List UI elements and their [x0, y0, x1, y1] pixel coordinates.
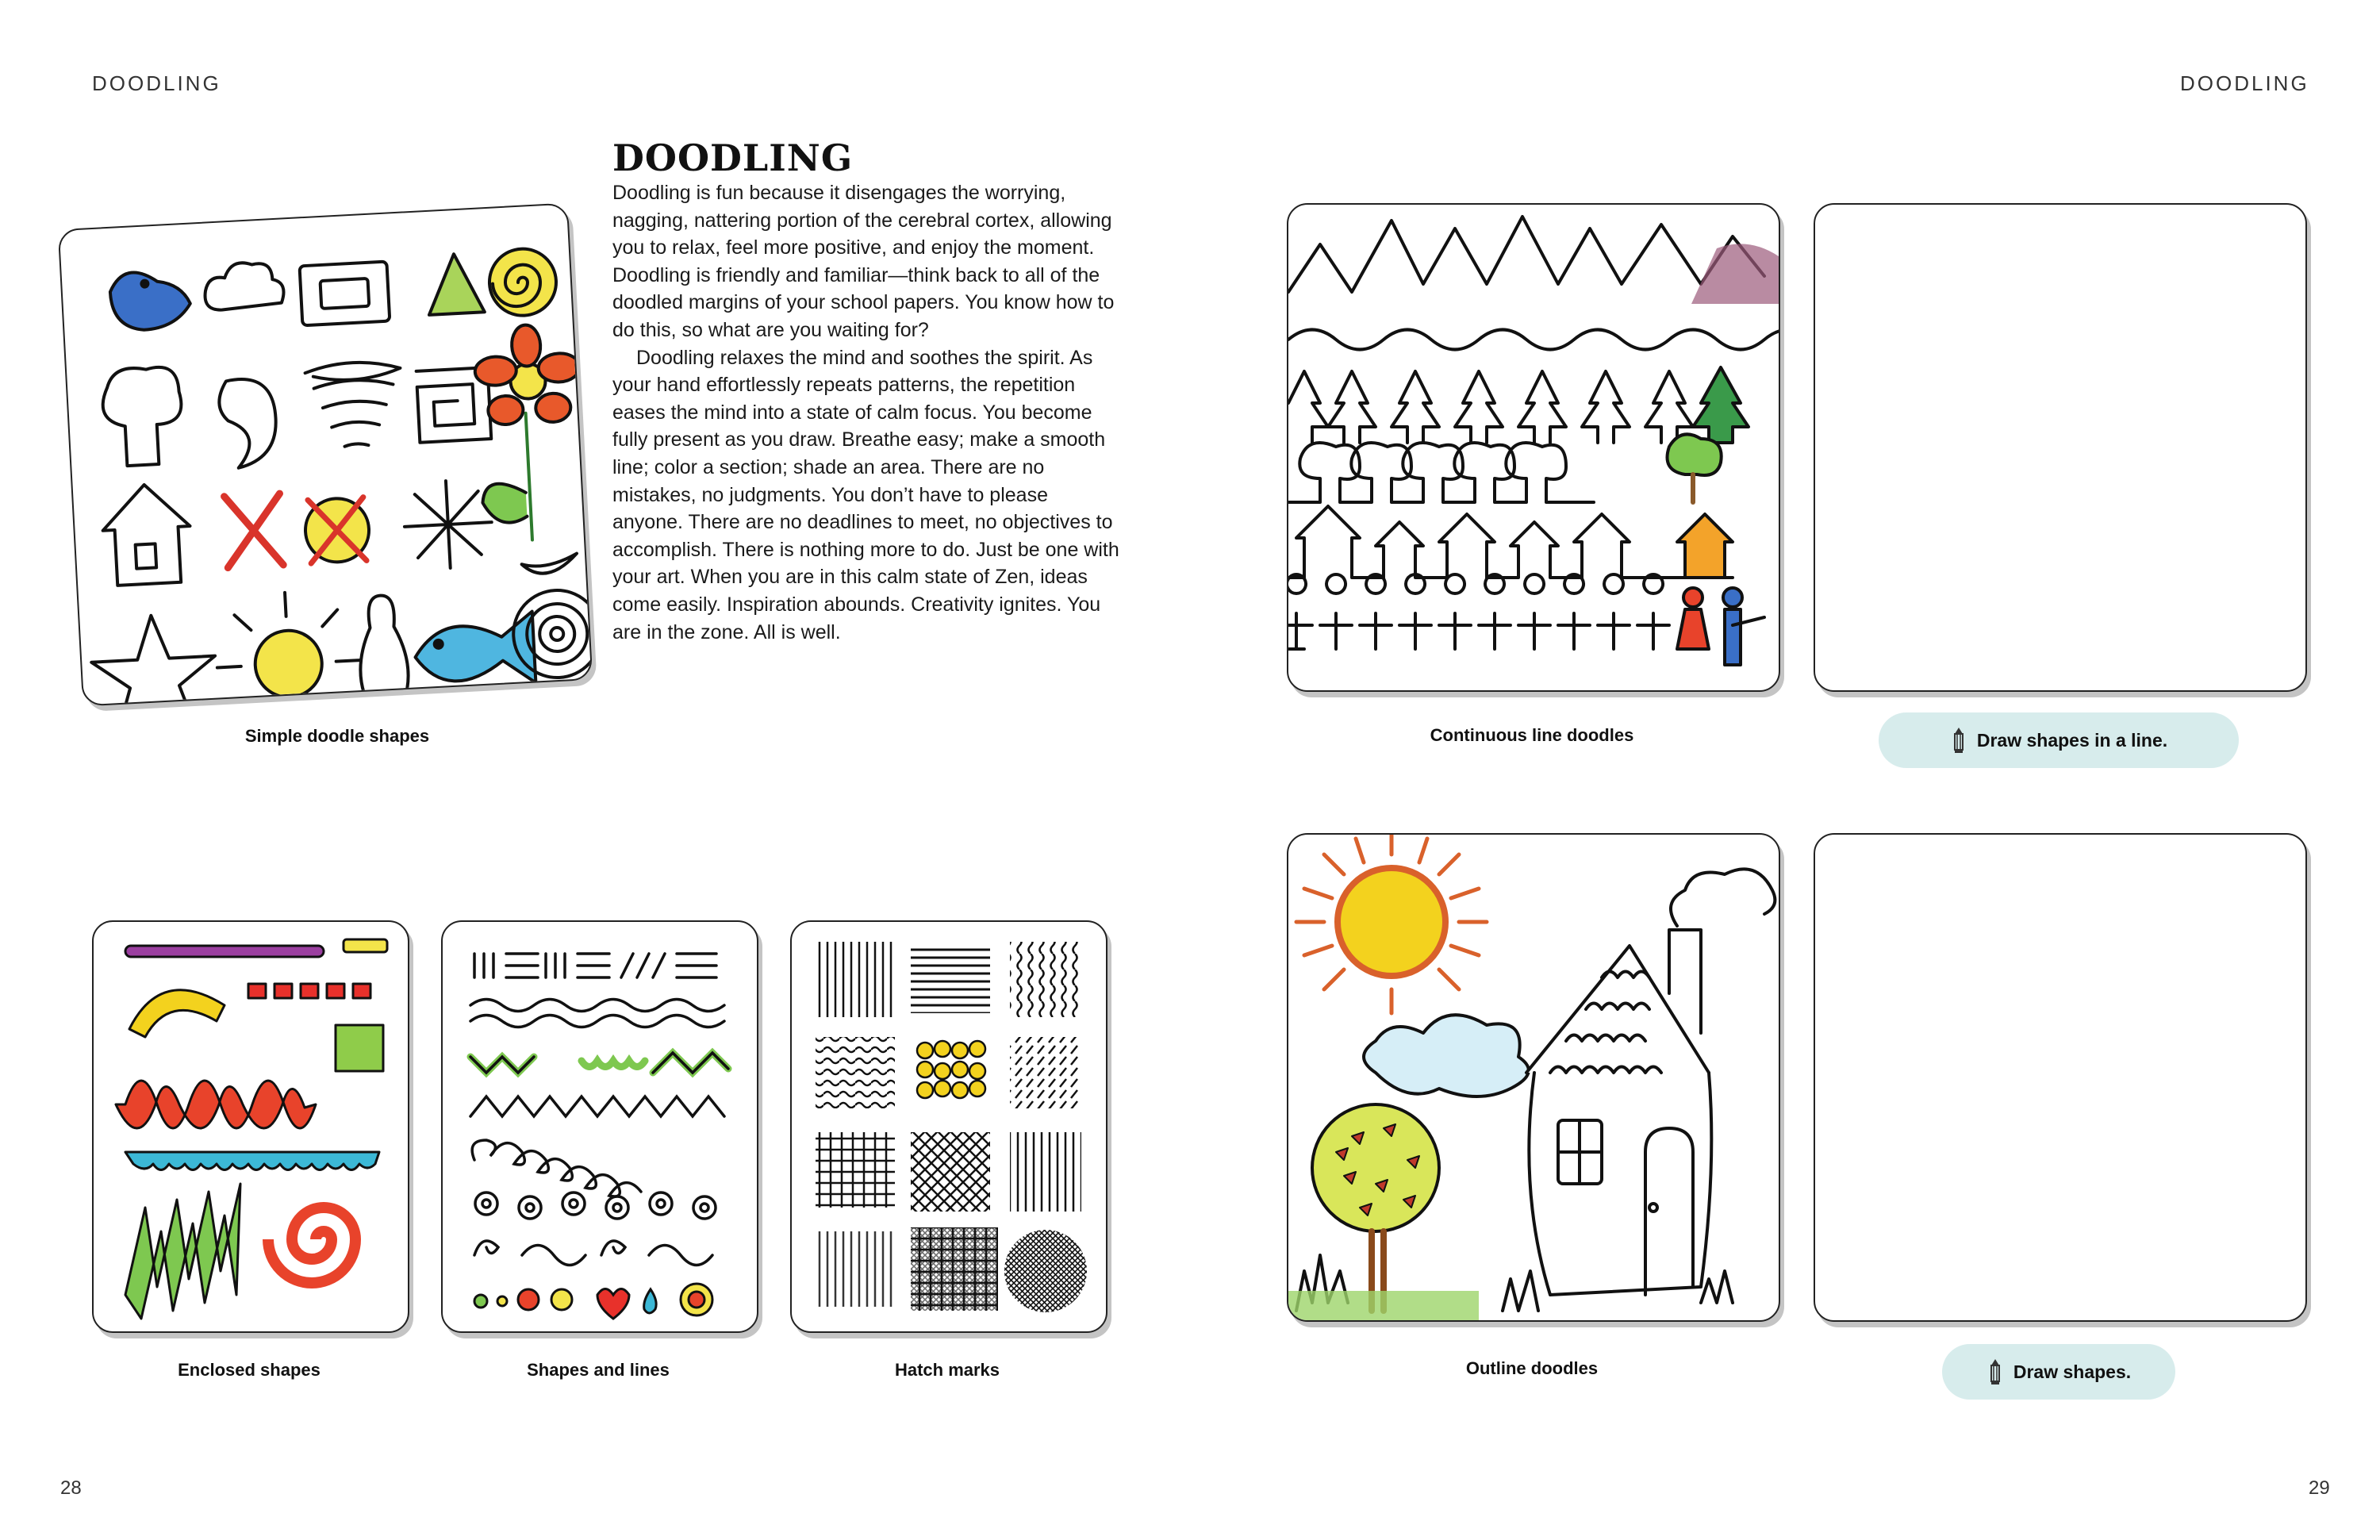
prompt-draw-shapes-in-line — [1879, 712, 2239, 768]
running-head-right: DOODLING — [2180, 71, 2309, 95]
caption-outline-doodles: Outline doodles — [1465, 1358, 1599, 1378]
simple-doodle-shapes-illustration — [60, 205, 591, 705]
hatch-marks-illustration — [792, 922, 1106, 1331]
shapes-and-lines-card — [441, 920, 758, 1333]
continuous-line-doodles-card — [1287, 203, 1780, 692]
prompt-line-label: Draw shapes in a line. — [1976, 729, 2168, 751]
caption-shapes-and-lines: Shapes and lines — [527, 1360, 670, 1380]
page-number-right: 29 — [2309, 1477, 2330, 1499]
page-title: DOODLING — [612, 136, 854, 179]
enclosed-shapes-illustration — [94, 922, 408, 1331]
page-number-left: 28 — [60, 1477, 82, 1499]
paragraph-1: Doodling is fun because it disengages the worrying, nagging, nattering portion of the cerebral cortex, allowing you to relax, feel more positive, and enjoy the moment. Doodling is friendly and familiar—think back to all of the doodled margins of your school papers. You know how to do this, so what are you waiting for? — [612, 182, 1115, 341]
paragraph-2: Doodling relaxes the mind and soothes the spirit. As your hand effortlessly repeats patterns, the repetition eases the mind into a state of calm focus. You become fully present as you draw. Breathe easy; make a smooth line; color a section; shade an area. There are no mistakes, no judgments. You don’t have to please anyone. There are no deadlines to meet, no objectives to accomplish. There is nothing more to do. Just be one with your art. When you are in this calm state of Zen, ideas come easily. Inspiration abounds. Creativity ignites. You are in the zone. All is well. — [612, 346, 1119, 643]
caption-hatch-marks: Hatch marks — [894, 1360, 1000, 1380]
pencil-icon — [1987, 1358, 2004, 1385]
outline-doodles-card — [1287, 833, 1780, 1322]
simple-doodle-shapes-card — [58, 203, 593, 707]
caption-continuous-line-doodles: Continuous line doodles — [1430, 725, 1634, 745]
practice-area-line[interactable] — [1814, 203, 2307, 692]
outline-doodles-illustration — [1288, 835, 1779, 1320]
running-head-left: DOODLING — [92, 71, 221, 95]
prompt-draw-shapes — [1942, 1344, 2175, 1400]
caption-simple-doodle-shapes: Simple doodle shapes — [244, 726, 430, 746]
enclosed-shapes-card — [92, 920, 409, 1333]
shapes-and-lines-illustration — [443, 922, 757, 1331]
continuous-line-doodles-illustration — [1288, 205, 1779, 690]
pencil-icon — [1950, 727, 1967, 754]
prompt-shapes-label: Draw shapes. — [2013, 1361, 2132, 1382]
caption-enclosed-shapes: Enclosed shapes — [178, 1360, 321, 1380]
body-text — [612, 179, 1120, 646]
practice-area-shapes[interactable] — [1814, 833, 2307, 1322]
hatch-marks-card — [790, 920, 1107, 1333]
